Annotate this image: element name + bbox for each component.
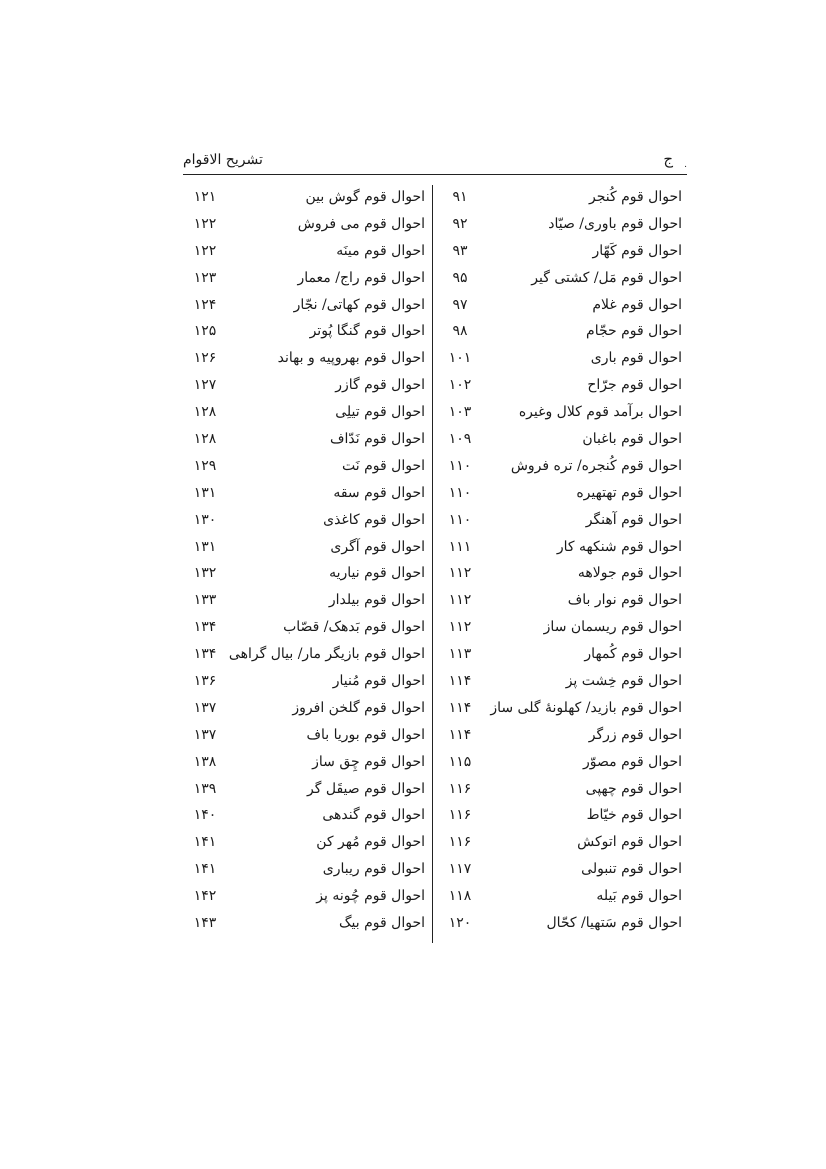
toc-entry	[440, 318, 686, 345]
toc-entry	[180, 372, 429, 399]
toc-entry-title: احوال قوم چُونه پز	[316, 888, 425, 905]
toc-entry-title: احوال قوم خِشت پز	[565, 673, 682, 690]
toc-entry	[180, 802, 429, 829]
toc-entry-page-number: ۱۱۳	[448, 646, 472, 663]
toc-entry-page-number: ۱۱۶	[448, 834, 472, 851]
toc-entry-page-number: ۹۳	[452, 242, 468, 259]
toc-entry-title: احوال قوم بیگ	[339, 915, 425, 932]
toc-entry	[180, 641, 429, 668]
toc-entry	[180, 238, 429, 265]
toc-entry-title: احوال قوم نوار باف	[567, 592, 682, 609]
toc-entry-title: احوال قوم گندهی	[322, 807, 425, 824]
toc-entry-page-number: ۱۲۰	[448, 915, 472, 932]
toc-entry	[440, 453, 686, 480]
toc-entry-title: احوال قوم گنگا پُوتر	[309, 323, 425, 340]
toc-entry-page-number: ۱۱۴	[448, 699, 472, 716]
toc-entry	[180, 614, 429, 641]
toc-entry-page-number: ۱۳۴	[193, 619, 217, 636]
toc-entry-title: احوال قوم بَدهک/ قصّاب	[283, 619, 425, 636]
toc-entry	[440, 238, 686, 265]
toc-entry-page-number: ۹۲	[452, 215, 468, 232]
toc-entry	[180, 453, 429, 480]
toc-entry-page-number: ۹۸	[452, 323, 468, 340]
toc-entry-page-number: ۱۲۸	[193, 431, 217, 448]
toc-entry	[440, 614, 686, 641]
toc-entry-title: احوال قوم کَهّار	[592, 242, 682, 259]
toc-entry-page-number: ۱۲۱	[193, 189, 217, 205]
toc-entry-title: احوال قوم جولاهه	[577, 565, 682, 582]
toc-entry-page-number: ۱۳۷	[193, 726, 217, 743]
page-letter: ج	[663, 150, 673, 168]
toc-entry-page-number: ۱۰۲	[448, 377, 472, 394]
toc-entry-title: احوال قوم تیلِی	[335, 404, 425, 421]
toc-entry	[440, 184, 686, 211]
toc-entry	[180, 426, 429, 453]
toc-entry-page-number: ۱۱۱	[448, 538, 472, 555]
toc-entry	[440, 560, 686, 587]
toc-entry-title: احوال قوم تنبولی	[581, 861, 682, 878]
toc-entry-title: احوال قوم ریباری	[322, 861, 425, 878]
toc-entry	[440, 372, 686, 399]
toc-entry-page-number: ۱۳۱	[193, 538, 217, 555]
toc-entry-title: احوال قوم مُهر کن	[316, 834, 425, 851]
toc-entry-title: احوال قوم کُنجره/ تره فروش	[510, 457, 682, 474]
toc-entry-title: احوال قوم چِق ساز	[312, 753, 425, 770]
toc-entry	[440, 345, 686, 372]
toc-entry	[180, 829, 429, 856]
toc-entry	[180, 856, 429, 883]
toc-entry-title: احوال قوم صیقَل گر	[307, 780, 425, 797]
toc-entry-page-number: ۱۴۰	[193, 807, 217, 824]
toc-entry-page-number: ۱۴۱	[193, 861, 217, 878]
toc-entry-page-number: ۹۱	[452, 189, 468, 205]
book-title: تشریح الاقوام	[183, 152, 263, 168]
toc-entry-page-number: ۱۱۴	[448, 726, 472, 743]
toc-entry-title: احوال قوم غلام	[592, 296, 682, 313]
toc-entry-page-number: ۱۲۲	[193, 215, 217, 232]
toc-entry-page-number: ۱۳۶	[193, 673, 217, 690]
toc-entry-page-number: ۱۰۳	[448, 404, 472, 421]
toc-entry-title: احوال قوم بازیگر مار/ بیال گراهی	[228, 646, 425, 663]
toc-entry-title: احوال قوم اتوکش	[577, 834, 682, 851]
toc-entry-title: احوال قوم کاغذی	[323, 511, 425, 528]
toc-entry-page-number: ۱۲۸	[193, 404, 217, 421]
toc-entry	[180, 211, 429, 238]
toc-entry-page-number: ۱۱۲	[448, 619, 472, 636]
toc-entry-page-number: ۱۱۰	[448, 484, 472, 501]
toc-entry-title: احوال قوم نیاریه	[329, 565, 425, 582]
toc-entry-page-number: ۱۱۲	[448, 592, 472, 609]
toc-entry-title: احوال قوم گلخن افروز	[292, 699, 425, 716]
toc-entry	[440, 426, 686, 453]
toc-entry-page-number: ۱۲۲	[193, 242, 217, 259]
page-header	[183, 148, 687, 175]
toc-entry-page-number: ۹۷	[452, 296, 468, 313]
toc-entry-title: احوال قوم زرگر	[588, 726, 682, 743]
toc-entry-page-number: ۱۲۹	[193, 457, 217, 474]
toc-entry-title: احوال قوم ریسمان ساز	[543, 619, 682, 636]
toc-entry	[180, 668, 429, 695]
toc-entry-page-number: ۱۰۹	[448, 431, 472, 448]
toc-entry-page-number: ۱۱۰	[448, 511, 472, 528]
toc-entry-title: احوال قوم سقه	[333, 484, 425, 501]
toc-entry-page-number: ۹۵	[452, 269, 468, 286]
toc-entry-title: احوال برآمد قوم کلال وغیره	[518, 404, 682, 421]
toc-entry	[440, 399, 686, 426]
toc-column-right	[440, 184, 686, 937]
toc-entry	[180, 265, 429, 292]
toc-entry	[180, 480, 429, 507]
toc-entry-page-number: ۱۳۷	[193, 699, 217, 716]
toc-entry	[440, 507, 686, 534]
toc-entry-page-number: ۱۲۴	[193, 296, 217, 313]
toc-entry-page-number: ۱۳۸	[193, 753, 217, 770]
toc-entry-title: احوال قوم حجّام	[586, 323, 682, 340]
toc-entry	[440, 534, 686, 561]
toc-entry	[180, 534, 429, 561]
toc-entry-page-number: ۱۴۳	[193, 915, 217, 932]
toc-entry-title: احوال قوم تهتهیره	[576, 484, 682, 501]
toc-entry-title: احوال قوم گازر	[335, 377, 425, 394]
toc-entry-title: احوال قوم جرّاح	[587, 377, 682, 394]
toc-entry-title: احوال قوم مَل/ کشتی گیر	[531, 269, 682, 286]
toc-entry-page-number: ۱۲۷	[193, 377, 217, 394]
toc-entry-page-number: ۱۳۰	[193, 511, 217, 528]
toc-entry-page-number: ۱۰۱	[448, 350, 472, 367]
toc-entry-title: احوال قوم چهپی	[585, 780, 682, 797]
toc-entry-page-number: ۱۱۴	[448, 673, 472, 690]
header-dot: .	[684, 160, 687, 170]
toc-entry-title: احوال قوم آهنگر	[585, 511, 682, 528]
toc-entry	[180, 345, 429, 372]
toc-entry-title: احوال قوم باغبان	[582, 431, 682, 448]
toc-entry-page-number: ۱۳۳	[193, 592, 217, 609]
toc-entry	[440, 641, 686, 668]
toc-entry	[180, 883, 429, 910]
toc-entry-title: احوال قوم بیلدار	[328, 592, 425, 609]
toc-entry	[440, 587, 686, 614]
toc-entry-title: احوال قوم بَیله	[596, 888, 682, 905]
toc-entry-page-number: ۱۲۶	[193, 350, 217, 367]
toc-entry	[440, 776, 686, 803]
toc-entry-title: احوال قوم کُمهار	[584, 646, 682, 663]
toc-entry	[440, 856, 686, 883]
toc-entry	[180, 184, 429, 211]
toc-entry-title: احوال قوم باری	[590, 350, 682, 367]
toc-entry-page-number: ۱۱۵	[448, 753, 472, 770]
toc-entry-title: احوال قوم می فروش	[297, 215, 425, 232]
toc-entry-title: احوال قوم نَت	[342, 457, 425, 474]
toc-entry	[440, 910, 686, 937]
toc-entry-title: احوال قوم راج/ معمار	[297, 269, 425, 286]
toc-entry-page-number: ۱۳۲	[193, 565, 217, 582]
toc-entry	[440, 802, 686, 829]
toc-entry-page-number: ۱۳۹	[193, 780, 217, 797]
toc-entry	[180, 695, 429, 722]
toc-entry	[440, 211, 686, 238]
toc-entry-page-number: ۱۲۳	[193, 269, 217, 286]
toc-entry-title: احوال قوم کُنجر	[589, 189, 682, 205]
toc-entry	[180, 587, 429, 614]
toc-entry	[440, 829, 686, 856]
toc-entry	[440, 668, 686, 695]
toc-entry	[180, 776, 429, 803]
toc-entry-title: احوال قوم مینَه	[336, 242, 425, 259]
toc-entry	[180, 560, 429, 587]
toc-entry-title: احوال قوم نَدّاف	[330, 431, 425, 448]
toc-column-left	[180, 184, 429, 937]
toc-entry-title: احوال قوم گوش بین	[305, 189, 425, 205]
toc-entry-title: احوال قوم بوریا باف	[306, 726, 425, 743]
toc-entry	[440, 722, 686, 749]
toc-entry	[440, 883, 686, 910]
toc-entry-page-number: ۱۱۷	[448, 861, 472, 878]
toc-entry-page-number: ۱۱۰	[448, 457, 472, 474]
toc-entry-page-number: ۱۱۶	[448, 807, 472, 824]
toc-entry-title: احوال قوم بازید/ کهلونهٔ گلی ساز	[490, 699, 682, 716]
toc-entry-page-number: ۱۱۶	[448, 780, 472, 797]
toc-entry-page-number: ۱۱۸	[448, 888, 472, 905]
toc-entry-title: احوال قوم شنکهه کار	[556, 538, 682, 555]
toc-entry-title: احوال قوم آگری	[330, 538, 425, 555]
toc-entry	[440, 265, 686, 292]
toc-entry	[440, 292, 686, 319]
toc-entry	[180, 318, 429, 345]
toc-entry-page-number: ۱۱۲	[448, 565, 472, 582]
toc-entry	[180, 399, 429, 426]
toc-entry	[180, 292, 429, 319]
toc-entry-page-number: ۱۳۱	[193, 484, 217, 501]
toc-entry	[180, 722, 429, 749]
toc-entry-page-number: ۱۳۴	[193, 646, 217, 663]
toc-entry	[180, 507, 429, 534]
toc-entry-title: احوال قوم کهاتی/ نجّار	[293, 296, 425, 313]
toc-entry	[180, 910, 429, 937]
toc-entry	[440, 749, 686, 776]
toc-entry-page-number: ۱۲۵	[193, 323, 217, 340]
toc-entry	[440, 695, 686, 722]
toc-entry-title: احوال قوم مصوّر	[583, 753, 682, 770]
toc-entry-page-number: ۱۴۲	[193, 888, 217, 905]
toc-entry	[180, 749, 429, 776]
toc-entry	[440, 480, 686, 507]
toc-entry-title: احوال قوم خیّاط	[586, 807, 682, 824]
toc-entry-title: احوال قوم سَتهیا/ کحّال	[546, 915, 682, 932]
toc-entry-page-number: ۱۴۱	[193, 834, 217, 851]
toc-entry-title: احوال قوم باوری/ صیّاد	[548, 215, 682, 232]
toc-entry-title: احوال قوم مُنیار	[332, 673, 425, 690]
toc-entry-title: احوال قوم بهروپیه و بهاند	[277, 350, 425, 367]
column-divider	[432, 185, 433, 943]
